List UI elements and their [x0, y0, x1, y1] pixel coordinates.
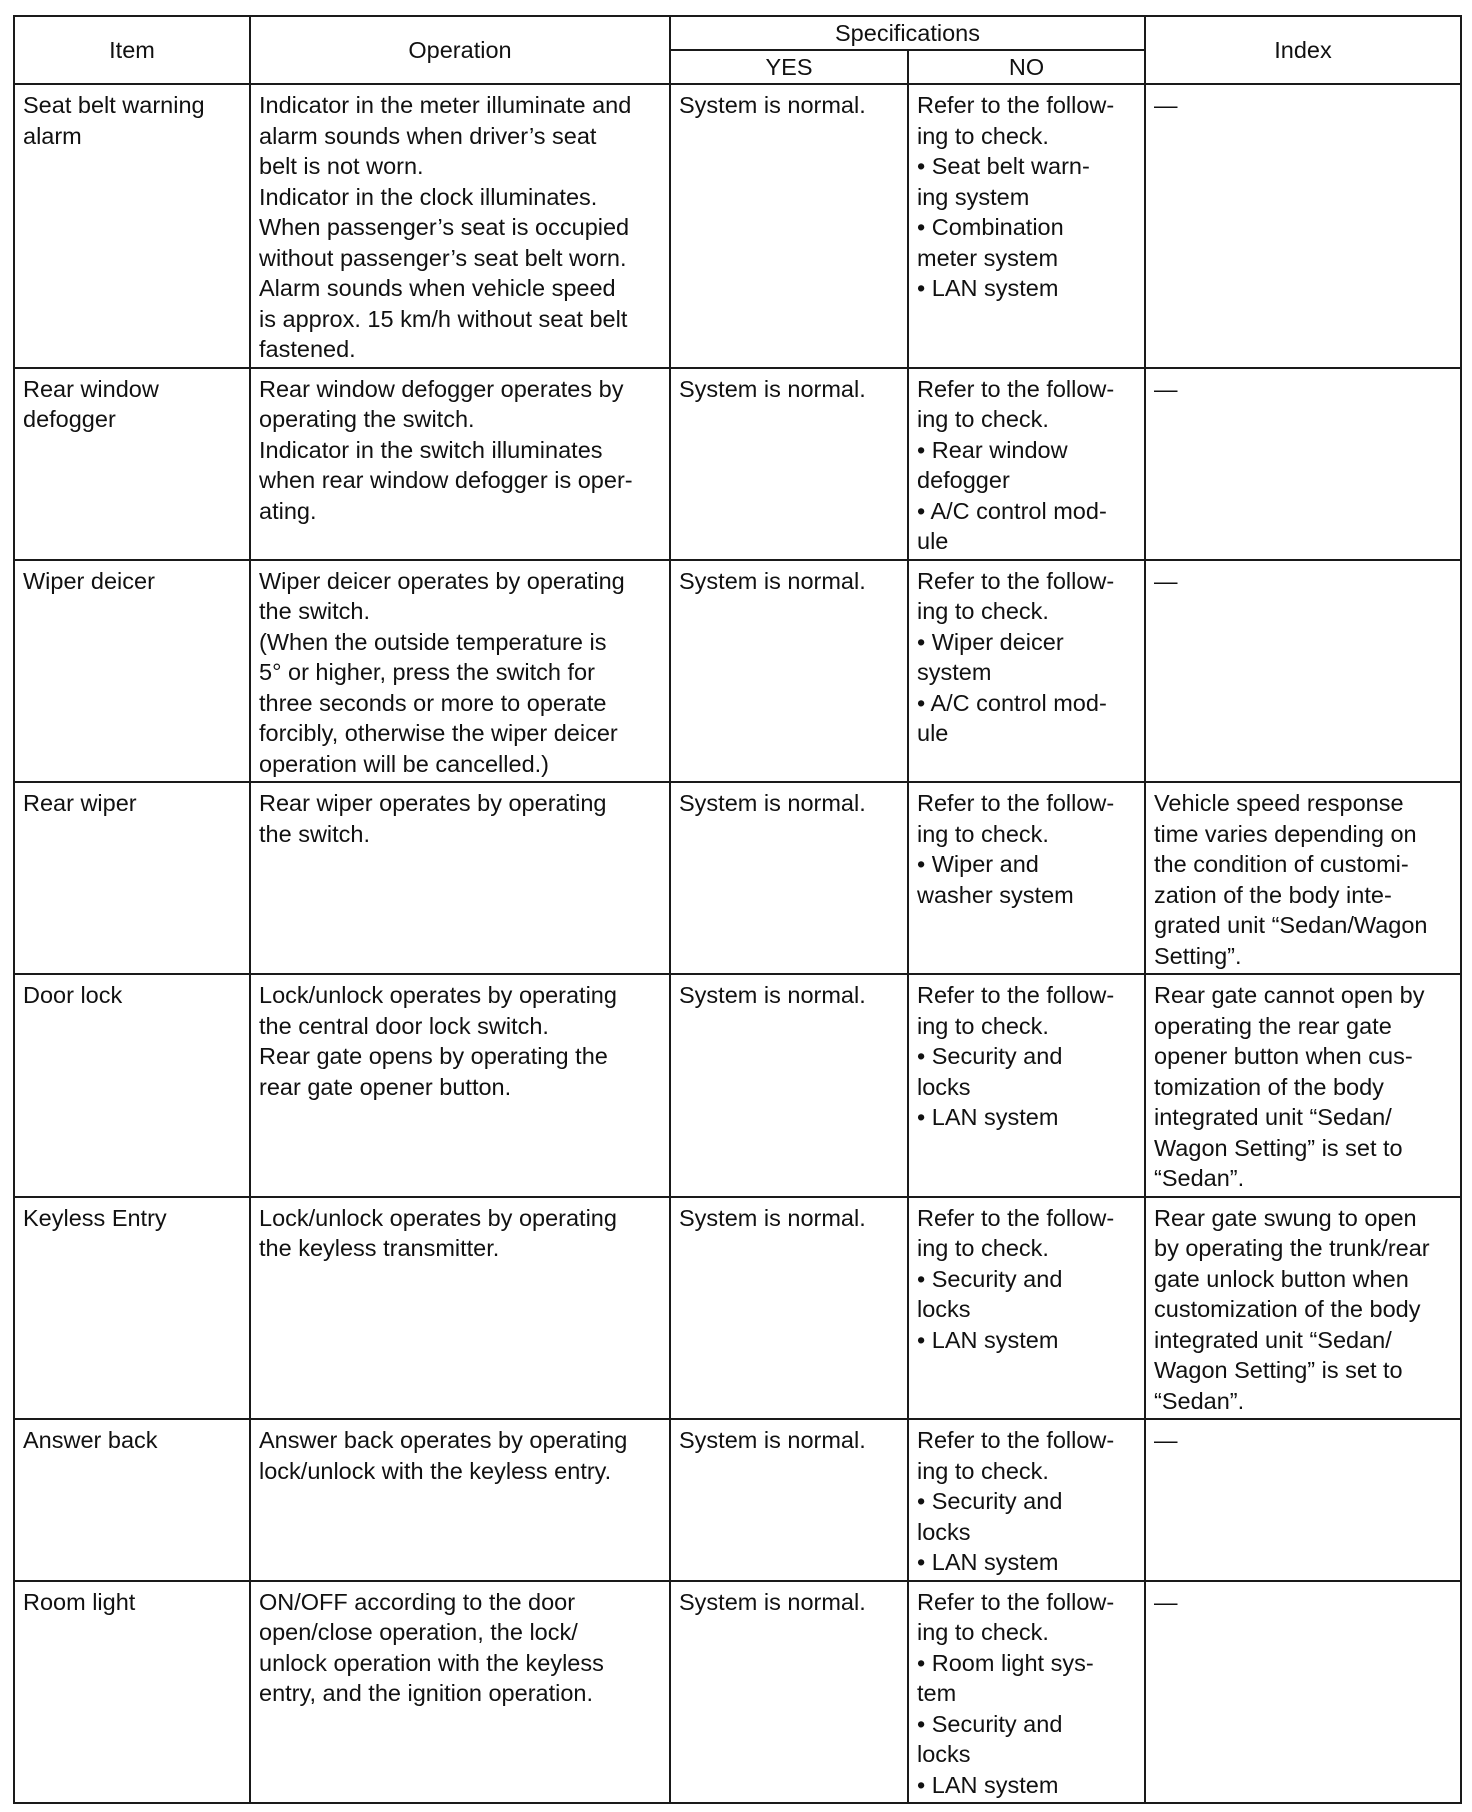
index-cell-line: operating the rear gate: [1154, 1012, 1392, 1039]
no-cell-line: system: [917, 659, 992, 685]
operation-cell-line: entry, and the ignition operation.: [259, 1680, 594, 1706]
yes-cell: System is normal.: [670, 1581, 908, 1804]
item-cell-line: defogger: [23, 406, 116, 432]
item-cell-line: Room light: [23, 1588, 136, 1615]
no-cell: [908, 782, 1145, 974]
no-cell-line: Refer to the follow-: [917, 1588, 1115, 1615]
yes-cell: System is normal.: [670, 368, 908, 560]
no-cell-line: • Seat belt warn-: [917, 153, 1090, 179]
operation-cell-line: open/close operation, the lock/: [259, 1619, 578, 1645]
index-cell-line: tomization of the body: [1154, 1073, 1384, 1100]
operation-cell: [250, 1197, 670, 1420]
no-cell-line: locks: [917, 1296, 971, 1322]
operation-cell-line: the keyless transmitter.: [259, 1235, 500, 1261]
no-cell-line: • A/C control mod-: [917, 497, 1107, 524]
operation-cell-line: forcibly, otherwise the wiper deicer: [259, 720, 618, 746]
index-cell-line: Rear gate swung to open: [1154, 1204, 1417, 1231]
item-cell: [14, 1581, 250, 1804]
operation-cell-line: Lock/unlock operates by operating: [259, 982, 617, 1008]
table-row: [14, 84, 1461, 368]
no-cell: [908, 560, 1145, 783]
index-cell: [1145, 974, 1461, 1197]
no-cell-line: locks: [917, 1073, 971, 1100]
no-cell-line: Refer to the follow-: [917, 982, 1115, 1008]
no-cell-line: • Security and: [917, 1043, 1063, 1069]
item-cell-line: Answer back: [23, 1427, 158, 1453]
index-cell: [1145, 84, 1461, 368]
operation-cell-line: (When the outside temperature is: [259, 628, 607, 655]
item-cell: [14, 84, 250, 368]
item-cell: [14, 782, 250, 974]
no-cell-line: Refer to the follow-: [917, 92, 1115, 118]
table-row: [14, 1419, 1461, 1581]
no-cell: [908, 1419, 1145, 1581]
operation-cell-line: unlock operation with the keyless: [259, 1649, 604, 1676]
no-cell-line: • LAN system: [917, 1326, 1059, 1353]
index-cell-line: the condition of customi-: [1154, 851, 1409, 877]
index-cell-line: Vehicle speed response: [1154, 790, 1404, 816]
index-cell-line: gate unlock button when: [1154, 1265, 1409, 1292]
item-cell-line: Wiper deicer: [23, 567, 155, 594]
index-cell-line: by operating the trunk/rear: [1154, 1235, 1430, 1261]
operation-cell: [250, 1581, 670, 1804]
no-cell-line: locks: [917, 1518, 971, 1545]
index-cell: [1145, 1197, 1461, 1420]
operation-cell-line: Alarm sounds when vehicle speed: [259, 275, 616, 301]
operation-cell-line: Lock/unlock operates by operating: [259, 1204, 617, 1231]
no-cell-line: Refer to the follow-: [917, 790, 1115, 816]
operation-cell-line: Wiper deicer operates by operating: [259, 567, 625, 594]
index-cell-line: —: [1154, 1427, 1178, 1453]
yes-cell: System is normal.: [670, 974, 908, 1197]
operation-cell-line: 5° or higher, press the switch for: [259, 659, 595, 685]
no-cell-line: • Wiper and: [917, 851, 1039, 877]
no-cell-line: • Room light sys-: [917, 1649, 1094, 1676]
index-cell: [1145, 782, 1461, 974]
index-cell-line: opener button when cus-: [1154, 1043, 1413, 1069]
index-cell-line: grated unit “Sedan/Wagon: [1154, 912, 1428, 938]
index-cell-line: integrated unit “Sedan/: [1154, 1326, 1392, 1353]
no-cell-line: ing to check.: [917, 1619, 1049, 1645]
index-cell: [1145, 368, 1461, 560]
no-cell-line: ing to check.: [917, 1012, 1049, 1039]
no-cell-line: washer system: [917, 881, 1074, 908]
operation-cell-line: operation will be cancelled.): [259, 750, 549, 777]
header-specifications: Specifications: [670, 16, 1145, 50]
no-cell-line: • LAN system: [917, 1549, 1059, 1575]
yes-cell: System is normal.: [670, 1419, 908, 1581]
no-cell-line: • A/C control mod-: [917, 689, 1107, 716]
operation-cell-line: fastened.: [259, 336, 356, 362]
operation-cell: [250, 560, 670, 783]
no-cell: [908, 368, 1145, 560]
specifications-table: [13, 15, 1462, 1804]
operation-cell-line: When passenger’s seat is occupied: [259, 214, 630, 240]
index-cell-line: Wagon Setting” is set to: [1154, 1134, 1403, 1161]
no-cell-line: meter system: [917, 244, 1059, 271]
operation-cell: [250, 782, 670, 974]
header-row-1: [14, 16, 1461, 50]
item-cell: [14, 1419, 250, 1581]
no-cell-line: • Combination: [917, 214, 1064, 240]
no-cell-line: • Security and: [917, 1265, 1063, 1292]
no-cell-line: defogger: [917, 467, 1010, 493]
item-cell: [14, 974, 250, 1197]
no-cell-line: ing to check.: [917, 598, 1049, 624]
operation-cell: [250, 974, 670, 1197]
operation-cell-line: Rear window defogger operates by: [259, 375, 624, 402]
index-cell-line: integrated unit “Sedan/: [1154, 1104, 1392, 1130]
no-cell: [908, 1197, 1145, 1420]
item-cell-line: alarm: [23, 122, 82, 149]
operation-cell-line: ON/OFF according to the door: [259, 1588, 576, 1615]
operation-cell: [250, 84, 670, 368]
index-cell-line: —: [1154, 375, 1178, 402]
no-cell-line: ing to check.: [917, 820, 1049, 847]
index-cell-line: —: [1154, 92, 1178, 118]
item-cell-line: Door lock: [23, 982, 123, 1008]
no-cell-line: • LAN system: [917, 1104, 1059, 1130]
no-cell-line: ing system: [917, 183, 1030, 210]
operation-cell-line: ating.: [259, 497, 317, 524]
no-cell-line: Refer to the follow-: [917, 375, 1115, 402]
item-cell: [14, 560, 250, 783]
no-cell: [908, 84, 1145, 368]
index-cell-line: Setting”.: [1154, 942, 1242, 969]
table-row: [14, 368, 1461, 560]
no-cell-line: • Wiper deicer: [917, 628, 1064, 655]
table-body: [14, 84, 1461, 1803]
item-cell-line: Seat belt warning: [23, 92, 205, 118]
operation-cell-line: is approx. 15 km/h without seat belt: [259, 305, 628, 332]
no-cell-line: • Rear window: [917, 436, 1068, 463]
item-cell-line: Rear window: [23, 375, 159, 402]
no-cell-line: ule: [917, 528, 949, 554]
table-row: [14, 560, 1461, 783]
header-operation: Operation: [250, 16, 670, 84]
index-cell: [1145, 560, 1461, 783]
operation-cell: [250, 1419, 670, 1581]
no-cell-line: Refer to the follow-: [917, 1427, 1115, 1453]
operation-cell-line: Indicator in the meter illuminate and: [259, 92, 632, 118]
index-cell-line: customization of the body: [1154, 1296, 1421, 1322]
header-index: Index: [1145, 16, 1461, 84]
operation-cell: [250, 368, 670, 560]
yes-cell: System is normal.: [670, 1197, 908, 1420]
table-row: [14, 782, 1461, 974]
header-item: Item: [14, 16, 250, 84]
table-row: [14, 1197, 1461, 1420]
table-row: [14, 974, 1461, 1197]
index-cell: [1145, 1419, 1461, 1581]
header-no: NO: [908, 50, 1145, 84]
no-cell-line: ing to check.: [917, 1235, 1049, 1261]
operation-cell-line: the switch.: [259, 598, 371, 624]
index-cell-line: —: [1154, 1588, 1178, 1615]
header-yes: YES: [670, 50, 908, 84]
operation-cell-line: lock/unlock with the keyless entry.: [259, 1457, 612, 1484]
no-cell-line: locks: [917, 1741, 971, 1767]
no-cell-line: Refer to the follow-: [917, 567, 1115, 594]
yes-cell: System is normal.: [670, 84, 908, 368]
table-header: [14, 16, 1461, 84]
index-cell-line: —: [1154, 567, 1178, 594]
operation-cell-line: three seconds or more to operate: [259, 689, 607, 716]
index-cell-line: “Sedan”.: [1154, 1387, 1245, 1414]
index-cell-line: “Sedan”.: [1154, 1165, 1245, 1191]
operation-cell-line: the central door lock switch.: [259, 1012, 549, 1039]
no-cell-line: Refer to the follow-: [917, 1204, 1115, 1231]
no-cell-line: ule: [917, 720, 949, 746]
index-cell-line: time varies depending on: [1154, 820, 1417, 847]
table-row: [14, 1581, 1461, 1804]
item-cell-line: Rear wiper: [23, 790, 137, 816]
no-cell: [908, 1581, 1145, 1804]
no-cell: [908, 974, 1145, 1197]
no-cell-line: • LAN system: [917, 1771, 1059, 1798]
item-cell-line: Keyless Entry: [23, 1204, 167, 1231]
operation-cell-line: belt is not worn.: [259, 153, 424, 179]
yes-cell: System is normal.: [670, 782, 908, 974]
no-cell-line: ing to check.: [917, 122, 1049, 149]
operation-cell-line: the switch.: [259, 820, 371, 847]
operation-cell-line: without passenger’s seat belt worn.: [259, 244, 627, 271]
no-cell-line: • LAN system: [917, 275, 1059, 301]
index-cell-line: zation of the body inte-: [1154, 881, 1392, 908]
index-cell-line: Rear gate cannot open by: [1154, 982, 1425, 1008]
no-cell-line: ing to check.: [917, 406, 1049, 432]
no-cell-line: • Security and: [917, 1710, 1063, 1737]
operation-cell-line: Rear wiper operates by operating: [259, 790, 607, 816]
operation-cell-line: Answer back operates by operating: [259, 1427, 628, 1453]
no-cell-line: ing to check.: [917, 1457, 1049, 1484]
operation-cell-line: Indicator in the clock illuminates.: [259, 183, 598, 210]
item-cell: [14, 368, 250, 560]
operation-cell-line: rear gate opener button.: [259, 1073, 512, 1100]
index-cell: [1145, 1581, 1461, 1804]
operation-cell-line: Rear gate opens by operating the: [259, 1043, 608, 1069]
yes-cell: System is normal.: [670, 560, 908, 783]
no-cell-line: tem: [917, 1680, 957, 1706]
no-cell-line: • Security and: [917, 1488, 1063, 1514]
item-cell: [14, 1197, 250, 1420]
operation-cell-line: alarm sounds when driver’s seat: [259, 122, 597, 149]
index-cell-line: Wagon Setting” is set to: [1154, 1357, 1403, 1383]
operation-cell-line: when rear window defogger is oper-: [259, 467, 633, 493]
operation-cell-line: operating the switch.: [259, 406, 475, 432]
operation-cell-line: Indicator in the switch illuminates: [259, 436, 603, 463]
